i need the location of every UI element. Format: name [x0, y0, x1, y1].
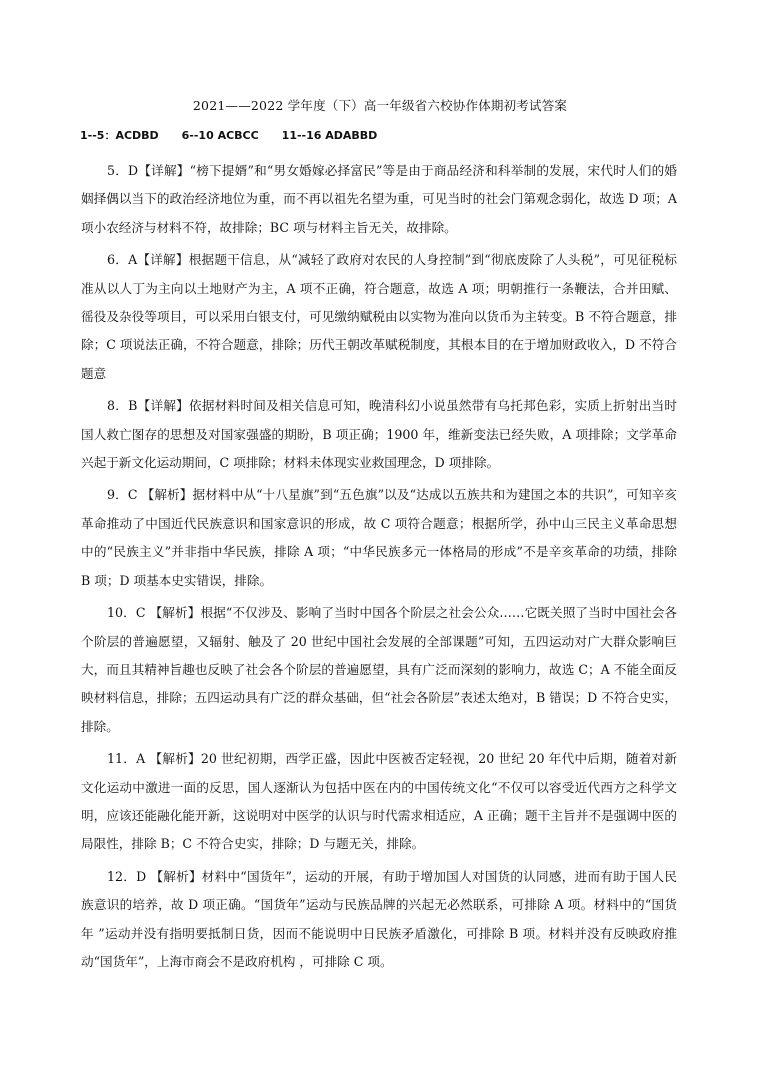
- explanation-item-5: 5．D【详解】“榜下提婿”和“男女婚嫁必择富民”等是由于商品经济和科举制的发展，宋代时人们的婚姻择偶以当下的政治经济地位为重，而不再以祖先名望为重，可见当时的社会门第观念弱化，故选 D 项；A 项小农经济与材料不符，故排除；BC 项与材料主旨无关，故排除。: [81, 163, 677, 235]
- explanation-item-8: 8．B【详解】依据材料时间及相关信息可知，晚清科幻小说虽然带有乌托邦色彩，实质上折射出当时国人救亡图存的思想及对国家强盛的期盼，B 项正确；1900 年，维新变法已经失败，A 项排除；文学革命兴起于新文化运动期间，C 项排除；材料未体现实业救国理念，D 项排除。: [81, 398, 677, 471]
- document-title: 2021——2022 学年度（下）高一年级省六校协作体期初考试答案: [192, 98, 568, 113]
- explanation-list: [81, 157, 677, 980]
- answer-key: 1--5：ACDBD 6--10 ACBCC 11--16 ADABBD: [80, 129, 378, 142]
- explanation-item-9: 9．C 【解析】据材料中从“十八星旗”到“五色旗”以及“达成以五族共和为建国之本的共识”，可知辛亥革命推动了中国近代民族意识和国家意识的形成，故 C 项符合题意；根据所学，孙中山三民主义革命思想中的“民族主义”并非指中华民族，排除 A 项；“中华民族多元一体格局的形成”不是辛亥革命的功绩，排除 B 项；D 项基本史实错误，排除。: [81, 487, 677, 588]
- explanation-item-6: 6．A【详解】根据题干信息，从“减轻了政府对农民的人身控制”到“彻底废除了人头税”，可见征税标准从以人丁为主向以土地财产为主，A 项不正确，符合题意，故选 A 项；明朝推行一条鞭法，合并田赋、徭役及杂役等项目，可以采用白银支付，可见缴纳赋税由以实物为准向以货币为主转变。B 不符合题意，排除；C 项说法正确，不符合题意，排除；历代王朝改革赋税制度，其根本目的在于增加财政收入，D 不符合题意: [81, 252, 677, 381]
- explanation-item-11: 11．A 【解析】20 世纪初期，西学正盛，因此中医被否定轻视，20 世纪 20 年代中后期，随着对新文化运动中激进一面的反思，国人逐渐认为包括中医在内的中国传统文化“不仅可以容受近代西方之科学文明，应该还能融化能开新，这说明对中医学的认识与时代需求相适应，A 正确；题干主旨并不是强调中医的局限性，排除 B；C 不符合史实，排除；D 与题无关，排除。: [81, 751, 677, 852]
- explanation-item-12: 12．D 【解析】材料中“国货年”，运动的开展，有助于增加国人对国货的认同感，进而有助于国人民族意识的培养，故 D 项正确。“国货年”运动与民族品牌的兴起无必然联系，可排除 A 项。材料中的“国货年 ”运动并没有指明要抵制日货，因而不能说明中日民族矛盾激化，可排除 B 项。材料并没有反映政府推动“国货年”，上海市商会不是政府机构 ，可排除 C 项。: [81, 868, 677, 969]
- explanation-item-10: 10．C 【解析】根据“不仅涉及、影响了当时中国各个阶层之社会公众……它既关照了当时中国社会各个阶层的普遍愿望，又辐射、触及了 20 世纪中国社会发展的全部课题”可知，五四运动对广大群众影响巨大，而且其精神旨趣也反映了社会各个阶层的普遍愿望，具有广泛而深刻的影响力，故选 C；A 不能全面反映材料信息，排除；五四运动具有广泛的群众基础，但“社会各阶层”表述太绝对，B 错误；D 不符合史实，排除。: [81, 605, 677, 734]
